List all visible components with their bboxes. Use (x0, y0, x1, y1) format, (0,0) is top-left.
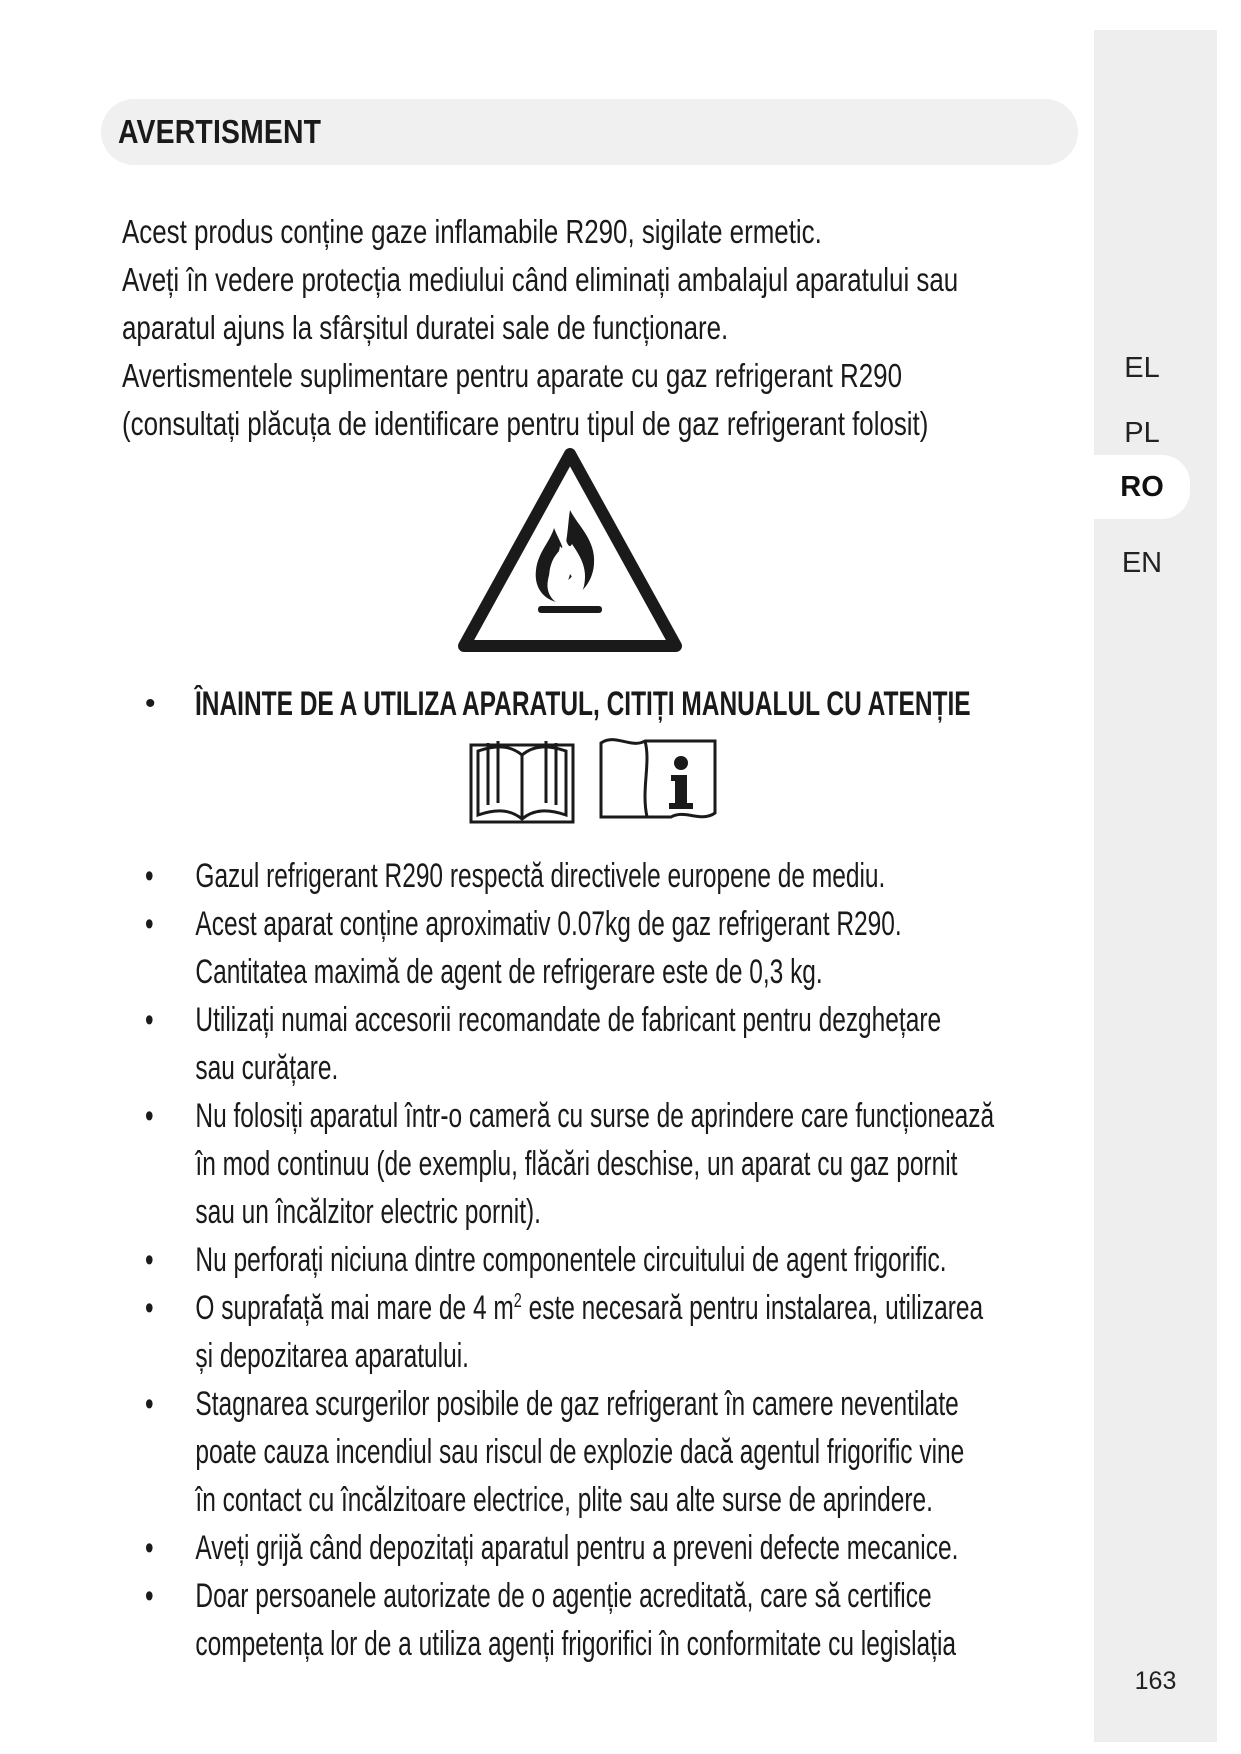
list-item-line: Doar persoanele autorizate de o agenție acreditată, care să certifice (195, 1577, 932, 1615)
bullet-dot: • (145, 1577, 154, 1615)
warning-heading-box (101, 99, 1078, 165)
list-item (145, 996, 1153, 1092)
read-manual-text: ÎNAINTE DE A UTILIZA APARATUL, CITIȚI MANUALUL CU ATENȚIE (195, 685, 971, 723)
flammable-warning-icon (458, 448, 682, 656)
list-item-line: sau un încălzitor electric pornit). (195, 1193, 541, 1231)
list-item-line: Nu folosiți aparatul într-o cameră cu surse de aprindere care funcționează (195, 1097, 995, 1135)
intro-line: aparatul ajuns la sfârșitul duratei sale de funcționare. (122, 309, 729, 346)
list-item-line (195, 1284, 1153, 1332)
list-item-line: Stagnarea scurgerilor posibile de gaz refrigerant în camere neventilate (195, 1385, 959, 1423)
intro-line: (consultați plăcuța de identificare pentru tipul de gaz refrigerant folosit) (122, 405, 929, 442)
bullet-dot: • (145, 1289, 154, 1327)
list-item (145, 1236, 1153, 1284)
read-manual-notice (145, 680, 1241, 728)
list-item-line: Nu perforați niciuna dintre componentele circuitului de agent frigorific. (195, 1241, 947, 1279)
list-item (145, 1092, 1153, 1236)
intro-line: Aveți în vedere protecția mediului când eliminați ambalajul aparatului sau (122, 261, 959, 298)
intro-line: Avertismentele suplimentare pentru aparate cu gaz refrigerant R290 (122, 357, 902, 394)
bullet-dot: • (145, 857, 154, 895)
list-item-line: în contact cu încălzitoare electrice, plite sau alte surse de aprindere. (195, 1481, 933, 1519)
intro-paragraph (122, 208, 1001, 448)
bullet-dot: • (145, 905, 154, 943)
list-item (145, 1380, 1153, 1524)
list-item-line: Gazul refrigerant R290 respectă directivele europene de mediu. (195, 857, 886, 895)
list-item (145, 1284, 1153, 1380)
list-item-line: Utilizați numai accesorii recomandate de fabricant pentru dezghețare (195, 1001, 942, 1039)
list-item-line: și depozitarea aparatului. (195, 1337, 469, 1375)
page-number: 163 (1134, 1667, 1177, 1695)
safety-bullet-list (145, 852, 1153, 1668)
bullet-dot: • (145, 1001, 154, 1039)
list-item (145, 852, 1153, 900)
list-item (145, 1524, 1153, 1572)
bullet-dot: • (145, 1385, 154, 1423)
info-manual-icon (597, 733, 719, 825)
bullet-dot: • (145, 1529, 154, 1567)
list-item-line: Acest aparat conține aproximativ 0.07kg de gaz refrigerant R290. (195, 905, 902, 943)
intro-line: Acest produs conține gaze inflamabile R290, sigilate ermetic. (122, 213, 822, 250)
list-item (145, 1572, 1153, 1668)
list-item-line: poate cauza incendiul sau riscul de explozie dacă agentul frigorific vine (195, 1433, 965, 1471)
book-manual-icon (468, 733, 576, 825)
list-item-line: sau curățare. (195, 1049, 339, 1087)
language-tab-el[interactable]: EL (1124, 352, 1160, 384)
surface-text-before: O suprafață mai mare de 4 m (195, 1289, 514, 1327)
language-tab-en[interactable]: EN (1121, 547, 1163, 579)
bullet-dot: • (145, 1241, 154, 1279)
page-title: AVERTISMENT (118, 113, 322, 150)
list-item-line: Cantitatea maximă de agent de refrigerare este de 0,3 kg. (195, 953, 823, 991)
list-item-line: competența lor de a utiliza agenți frigorifici în conformitate cu legislația (195, 1625, 957, 1663)
language-tab-pl[interactable]: PL (1124, 417, 1160, 449)
list-item-line: în mod continuu (de exemplu, flăcări deschise, un aparat cu gaz pornit (195, 1145, 958, 1183)
list-item-line: Aveți grijă când depozitați aparatul pentru a preveni defecte mecanice. (195, 1529, 959, 1567)
language-tab-ro[interactable]: RO (1094, 455, 1190, 519)
list-item (145, 900, 1153, 996)
bullet-dot: • (145, 687, 156, 720)
bullet-dot: • (145, 1097, 154, 1135)
superscript-two: 2 (513, 1290, 522, 1312)
surface-text-after: este necesară pentru instalarea, utilizarea (521, 1289, 984, 1327)
